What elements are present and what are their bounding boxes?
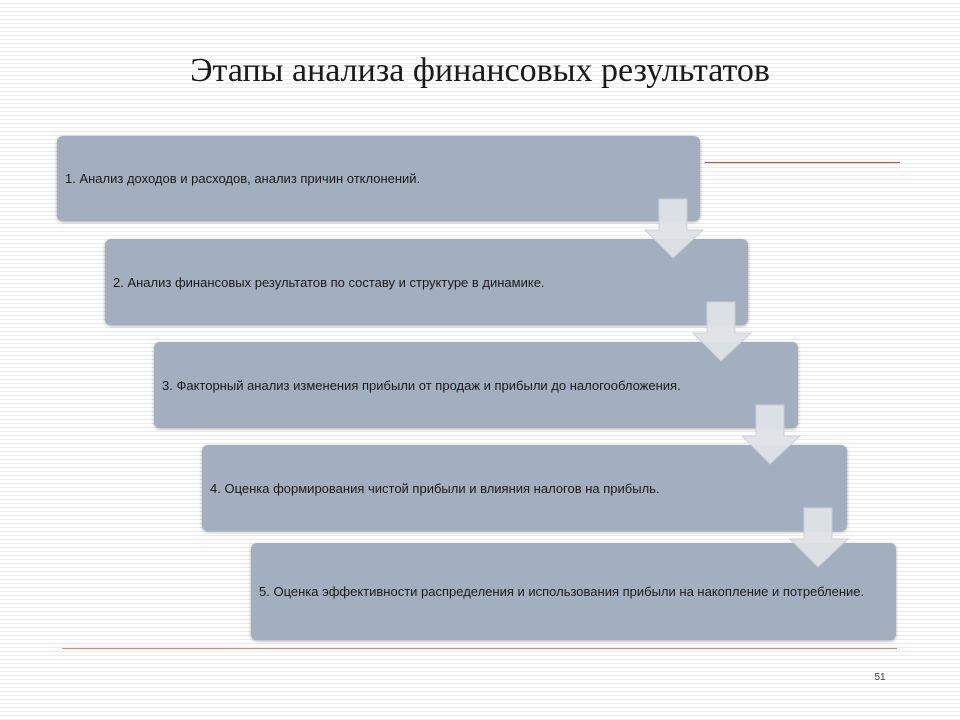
down-arrow-icon	[739, 404, 803, 466]
process-step-5-label: 5. Оценка эффективности распределения и использования прибыли на накопление и потребление.	[259, 584, 865, 599]
process-step-2-label: 2. Анализ финансовых результатов по составу и структуре в динамике.	[113, 274, 545, 290]
bottom-divider-line	[62, 648, 897, 649]
down-arrow-icon	[787, 507, 851, 569]
process-step-4-label: 4. Оценка формирования чистой прибыли и влияния налогов на прибыль.	[210, 480, 660, 496]
page-number: 51	[874, 672, 886, 683]
down-arrow-icon	[642, 198, 706, 260]
process-step-1-label: 1. Анализ доходов и расходов, анализ причин отклонений.	[65, 171, 421, 186]
down-arrow-icon	[690, 301, 754, 363]
top-divider-line	[705, 162, 900, 163]
process-step-3-label: 3. Факторный анализ изменения прибыли от продаж и прибыли до налогообложения.	[162, 377, 681, 393]
slide-title: Этапы анализа финансовых результатов	[190, 52, 770, 89]
process-step-1	[57, 136, 700, 221]
